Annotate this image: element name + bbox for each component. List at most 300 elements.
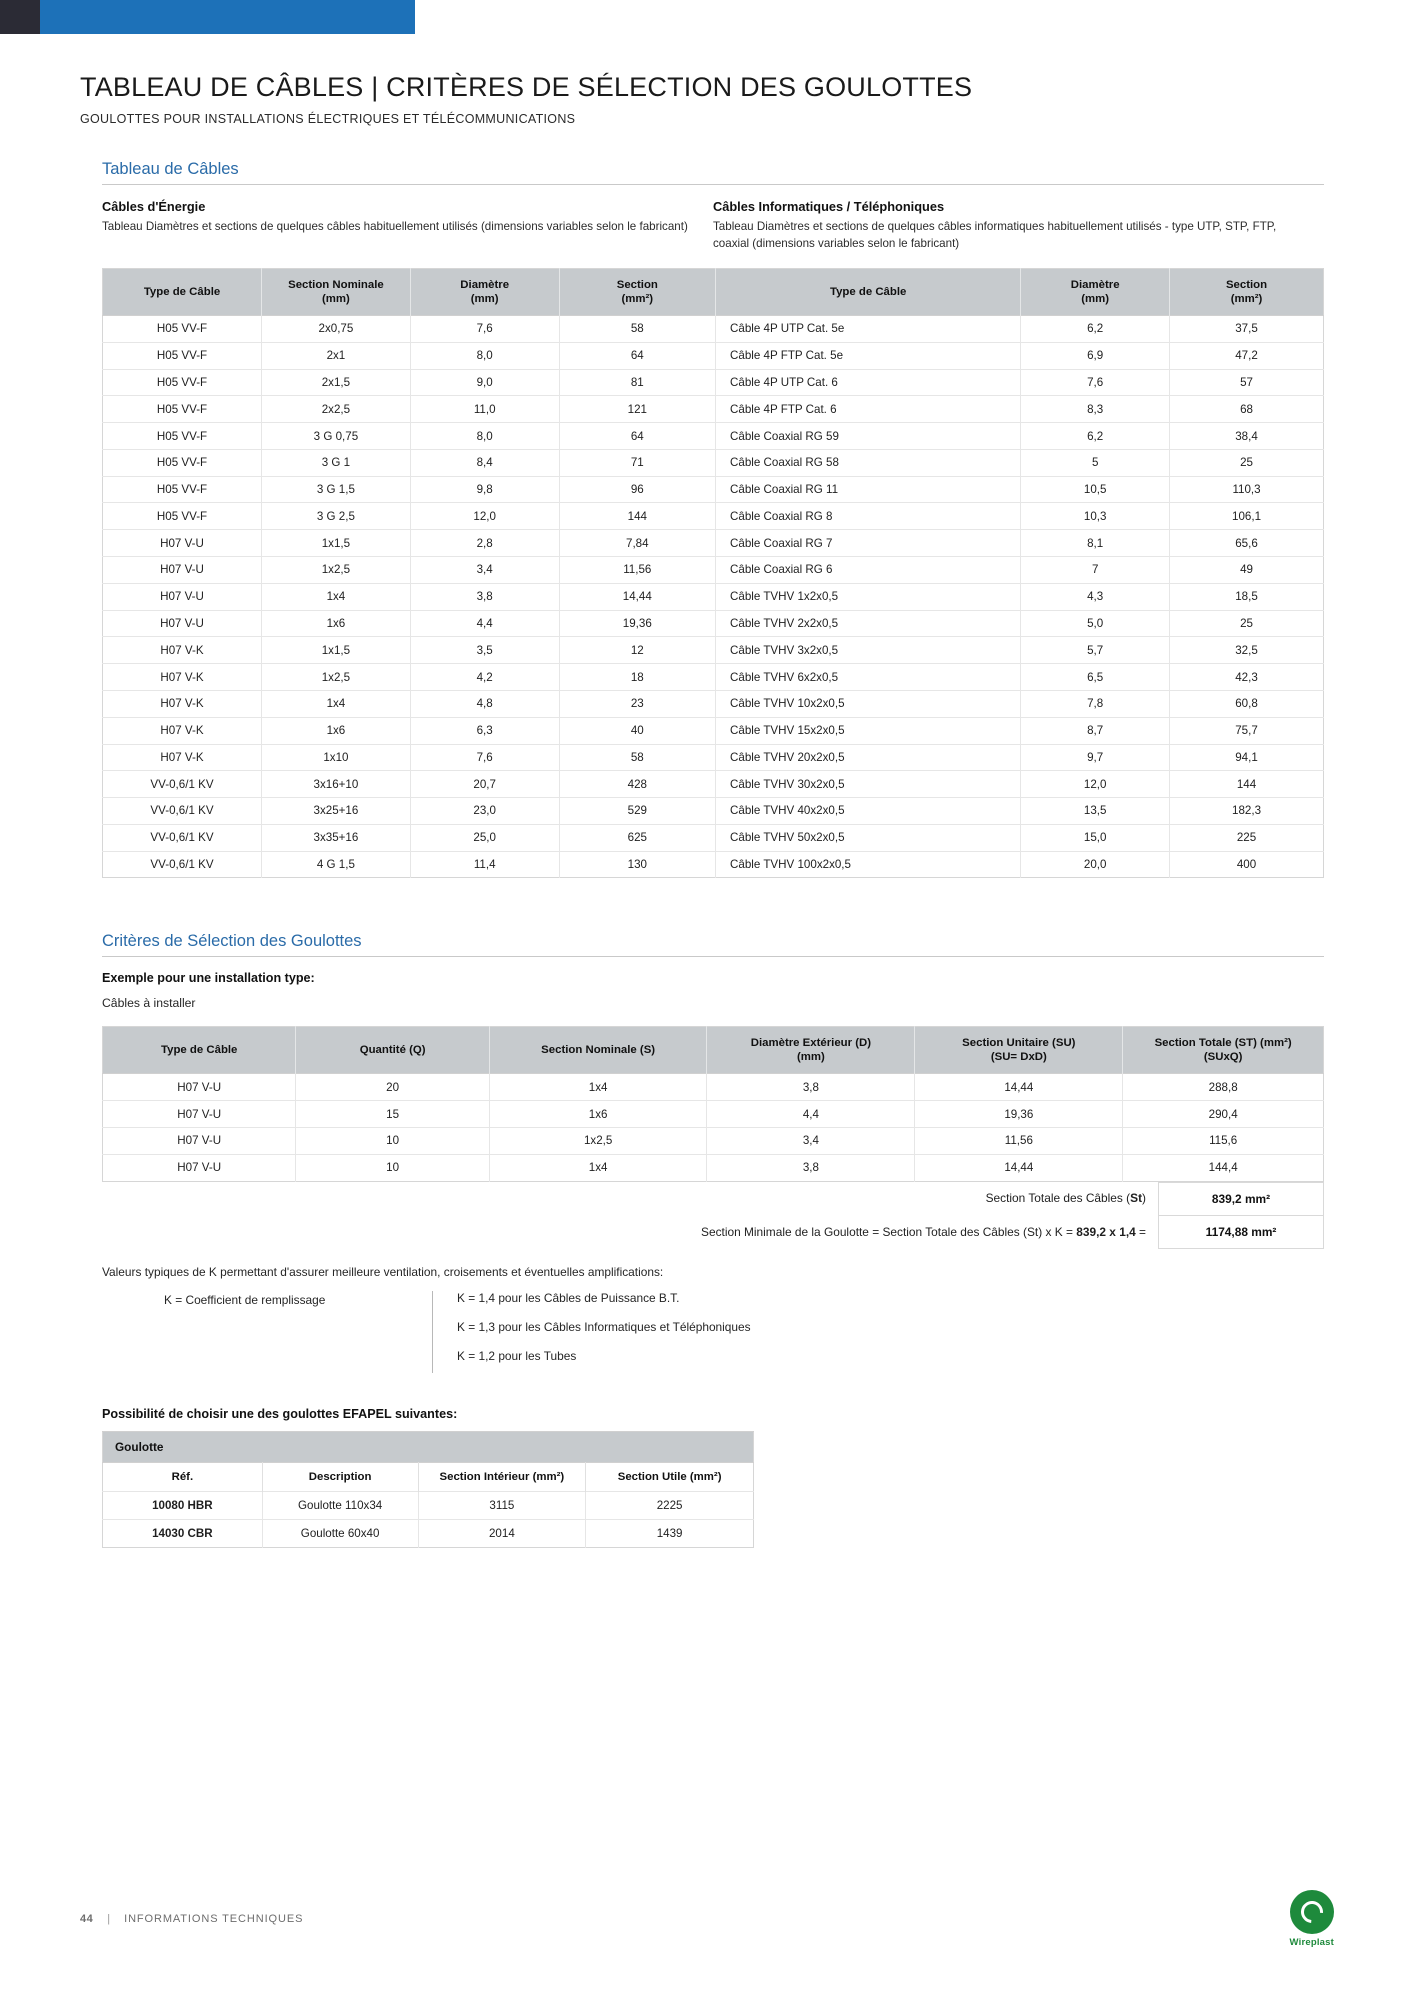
installation-cell-r3-c3: 3,8 <box>707 1154 915 1181</box>
table-row <box>103 396 1324 423</box>
goulotte-table <box>102 1431 754 1548</box>
cable-cell-r15-c3: 40 <box>559 717 715 744</box>
cable-cell-r5-c1: 3 G 1 <box>262 449 411 476</box>
installation-table-col-4-line1: Section Unitaire (SU) <box>962 1037 1076 1050</box>
page-subtitle: GOULOTTES POUR INSTALLATIONS ÉLECTRIQUES ET TÉLÉCOMMUNICATIONS <box>80 112 576 126</box>
installation-cell-r0-c2: 1x4 <box>489 1074 707 1101</box>
footer-section-label: INFORMATIONS TECHNIQUES <box>124 1913 304 1925</box>
summary-value-1: 1174,88 mm² <box>1158 1216 1324 1249</box>
cable-cell-r2-c6: 57 <box>1170 369 1324 396</box>
table-row <box>103 771 1324 798</box>
installation-cell-r3-c0: H07 V-U <box>103 1154 296 1181</box>
goulotte-col-1: Description <box>262 1462 418 1491</box>
cable-cell-r3-c1: 2x2,5 <box>262 396 411 423</box>
cable-cell-r14-c4: Câble TVHV 10x2x0,5 <box>716 690 1021 717</box>
k-value-2: K = 1,2 pour les Tubes <box>457 1348 577 1363</box>
cable-cell-r1-c2: 8,0 <box>410 342 559 369</box>
cable-cell-r12-c1: 1x1,5 <box>262 637 411 664</box>
installation-table-col-2-line1: Section Nominale (S) <box>541 1044 656 1057</box>
cable-cell-r4-c6: 38,4 <box>1170 423 1324 450</box>
table-row <box>103 342 1324 369</box>
installation-cell-r3-c4: 14,44 <box>915 1154 1123 1181</box>
goulotte-group-header: Goulotte <box>103 1431 754 1462</box>
cable-table-col-6 <box>1170 269 1324 316</box>
cable-cell-r2-c2: 9,0 <box>410 369 559 396</box>
cable-cell-r4-c0: H05 VV-F <box>103 423 262 450</box>
goulotte-col-3: Section Utile (mm²) <box>586 1462 754 1491</box>
cable-cell-r18-c5: 13,5 <box>1021 798 1170 825</box>
cable-cell-r9-c0: H07 V-U <box>103 557 262 584</box>
wireplast-logo-icon <box>1290 1890 1334 1934</box>
cable-cell-r18-c4: Câble TVHV 40x2x0,5 <box>716 798 1021 825</box>
cable-cell-r10-c0: H07 V-U <box>103 583 262 610</box>
cable-table-header-row <box>103 269 1324 316</box>
cable-cell-r8-c5: 8,1 <box>1021 530 1170 557</box>
cable-cell-r11-c6: 25 <box>1170 610 1324 637</box>
cable-cell-r6-c1: 3 G 1,5 <box>262 476 411 503</box>
cable-cell-r5-c3: 71 <box>559 449 715 476</box>
page-footer <box>80 1890 1334 1948</box>
brand-logo <box>1290 1890 1334 1948</box>
cable-cell-r9-c1: 1x2,5 <box>262 557 411 584</box>
cable-cell-r11-c3: 19,36 <box>559 610 715 637</box>
table-row <box>103 1127 1324 1154</box>
section1-intro-columns <box>102 199 1324 252</box>
cable-table-col-1 <box>262 269 411 316</box>
cable-cell-r7-c4: Câble Coaxial RG 8 <box>716 503 1021 530</box>
summary-value-0: 839,2 mm² <box>1158 1182 1324 1216</box>
goulotte-cell-r0-c3: 2225 <box>586 1491 754 1519</box>
goulotte-col-2: Section Intérieur (mm²) <box>418 1462 586 1491</box>
table-row <box>103 503 1324 530</box>
cable-cell-r5-c2: 8,4 <box>410 449 559 476</box>
intro-energie <box>102 199 713 252</box>
cable-cell-r7-c1: 3 G 2,5 <box>262 503 411 530</box>
table-row <box>103 690 1324 717</box>
installation-cell-r0-c1: 20 <box>296 1074 489 1101</box>
cable-cell-r9-c5: 7 <box>1021 557 1170 584</box>
cable-cell-r1-c3: 64 <box>559 342 715 369</box>
cable-cell-r17-c2: 20,7 <box>410 771 559 798</box>
table-row <box>103 530 1324 557</box>
installation-cell-r1-c1: 15 <box>296 1101 489 1128</box>
k-value-0: K = 1,4 pour les Câbles de Puissance B.T. <box>457 1290 680 1305</box>
cable-cell-r18-c2: 23,0 <box>410 798 559 825</box>
cable-cell-r16-c3: 58 <box>559 744 715 771</box>
goulotte-col-0: Réf. <box>103 1462 263 1491</box>
section-tableau-de-cables <box>102 160 1324 878</box>
k-list <box>432 1291 751 1373</box>
cable-cell-r3-c4: Câble 4P FTP Cat. 6 <box>716 396 1021 423</box>
installation-table-col-4 <box>915 1027 1123 1074</box>
cable-cell-r14-c2: 4,8 <box>410 690 559 717</box>
installation-table-col-4-line2: (SU= DxD) <box>990 1051 1047 1064</box>
cable-cell-r19-c6: 225 <box>1170 824 1324 851</box>
cable-cell-r14-c6: 60,8 <box>1170 690 1324 717</box>
intro-energie-desc: Tableau Diamètres et sections de quelques câbles habituellement utilisés (dimensions variables selon le fabricant) <box>102 220 688 233</box>
installation-table-col-0-line1: Type de Câble <box>161 1044 238 1057</box>
cable-cell-r7-c6: 106,1 <box>1170 503 1324 530</box>
cable-cell-r20-c0: VV-0,6/1 KV <box>103 851 262 878</box>
installation-cell-r3-c2: 1x4 <box>489 1154 707 1181</box>
table-row <box>103 583 1324 610</box>
cable-table <box>102 268 1324 878</box>
cable-cell-r12-c6: 32,5 <box>1170 637 1324 664</box>
brand-logo-text: Wireplast <box>1289 1937 1334 1948</box>
cable-cell-r17-c1: 3x16+10 <box>262 771 411 798</box>
cable-cell-r5-c6: 25 <box>1170 449 1324 476</box>
cable-cell-r15-c2: 6,3 <box>410 717 559 744</box>
cable-cell-r12-c3: 12 <box>559 637 715 664</box>
top-decorative-bar <box>0 0 1414 34</box>
cable-cell-r7-c5: 10,3 <box>1021 503 1170 530</box>
summary-label-1-bold: 839,2 x 1,4 <box>1076 1224 1136 1239</box>
cable-cell-r17-c6: 144 <box>1170 771 1324 798</box>
cable-cell-r2-c5: 7,6 <box>1021 369 1170 396</box>
cable-cell-r0-c5: 6,2 <box>1021 316 1170 343</box>
footer-page-number: 44 <box>80 1913 94 1925</box>
cable-cell-r15-c1: 1x6 <box>262 717 411 744</box>
cable-cell-r20-c3: 130 <box>559 851 715 878</box>
cable-cell-r11-c5: 5,0 <box>1021 610 1170 637</box>
cable-cell-r12-c5: 5,7 <box>1021 637 1170 664</box>
cable-cell-r3-c5: 8,3 <box>1021 396 1170 423</box>
table-row <box>103 798 1324 825</box>
cable-cell-r0-c2: 7,6 <box>410 316 559 343</box>
goulotte-cell-r0-c1: Goulotte 110x34 <box>262 1491 418 1519</box>
cable-cell-r11-c0: H07 V-U <box>103 610 262 637</box>
goulotte-cell-r1-c1: Goulotte 60x40 <box>262 1519 418 1547</box>
goulotte-cell-r1-c2: 2014 <box>418 1519 586 1547</box>
installation-cell-r1-c5: 290,4 <box>1123 1101 1324 1128</box>
cable-cell-r6-c6: 110,3 <box>1170 476 1324 503</box>
installation-cell-r0-c3: 3,8 <box>707 1074 915 1101</box>
goulotte-cell-r0-c0: 10080 HBR <box>103 1491 263 1519</box>
cable-cell-r16-c0: H07 V-K <box>103 744 262 771</box>
cable-cell-r7-c0: H05 VV-F <box>103 503 262 530</box>
cable-cell-r2-c0: H05 VV-F <box>103 369 262 396</box>
installation-cell-r1-c0: H07 V-U <box>103 1101 296 1128</box>
cable-table-col-4-line1: Type de Câble <box>829 286 907 298</box>
cable-cell-r17-c5: 12,0 <box>1021 771 1170 798</box>
section2-heading: Critères de Sélection des Goulottes <box>102 932 1324 957</box>
k-values-block <box>102 1265 1324 1373</box>
summary-label-0-tail: ) <box>1142 1190 1146 1205</box>
intro-informatiques-desc: Tableau Diamètres et sections de quelques câbles informatiques habituellement utilisés - type UTP, STP, FTP, coaxial (dimensions variables selon le fabricant) <box>713 220 1277 250</box>
cable-table-col-2-line2: (mm) <box>470 293 499 305</box>
footer-separator: | <box>107 1913 111 1925</box>
cable-cell-r2-c1: 2x1,5 <box>262 369 411 396</box>
table-row <box>103 1101 1324 1128</box>
cable-table-col-0-line1: Type de Câble <box>143 286 221 298</box>
cable-cell-r8-c2: 2,8 <box>410 530 559 557</box>
installation-table-col-3-line2: (mm) <box>796 1051 825 1064</box>
cable-cell-r3-c0: H05 VV-F <box>103 396 262 423</box>
topbar-white-block <box>415 0 1414 34</box>
cable-cell-r6-c3: 96 <box>559 476 715 503</box>
k-intro-text: Valeurs typiques de K permettant d'assurer meilleure ventilation, croisements et éventuelles amplifications: <box>102 1264 664 1279</box>
cable-cell-r19-c0: VV-0,6/1 KV <box>103 824 262 851</box>
cable-cell-r0-c0: H05 VV-F <box>103 316 262 343</box>
cable-cell-r1-c0: H05 VV-F <box>103 342 262 369</box>
cable-cell-r18-c0: VV-0,6/1 KV <box>103 798 262 825</box>
cable-cell-r8-c0: H07 V-U <box>103 530 262 557</box>
topbar-blue-block <box>40 0 415 34</box>
k-definition: K = Coefficient de remplissage <box>164 1292 326 1307</box>
table-row <box>103 637 1324 664</box>
table-row <box>103 449 1324 476</box>
cable-cell-r14-c3: 23 <box>559 690 715 717</box>
page-content <box>0 72 1414 1548</box>
cable-cell-r9-c3: 11,56 <box>559 557 715 584</box>
cable-cell-r16-c4: Câble TVHV 20x2x0,5 <box>716 744 1021 771</box>
cable-table-col-6-line2: (mm²) <box>1230 293 1263 305</box>
cable-cell-r9-c6: 49 <box>1170 557 1324 584</box>
cable-cell-r0-c1: 2x0,75 <box>262 316 411 343</box>
installation-table-col-5 <box>1123 1027 1324 1074</box>
cable-cell-r13-c4: Câble TVHV 6x2x0,5 <box>716 664 1021 691</box>
cable-cell-r13-c6: 42,3 <box>1170 664 1324 691</box>
cable-cell-r20-c5: 20,0 <box>1021 851 1170 878</box>
cable-cell-r8-c4: Câble Coaxial RG 7 <box>716 530 1021 557</box>
cable-cell-r4-c1: 3 G 0,75 <box>262 423 411 450</box>
installation-cell-r3-c5: 144,4 <box>1123 1154 1324 1181</box>
installation-cell-r2-c3: 3,4 <box>707 1127 915 1154</box>
summary-label-1 <box>701 1216 1158 1249</box>
cable-cell-r13-c0: H07 V-K <box>103 664 262 691</box>
cable-table-col-2 <box>410 269 559 316</box>
cable-cell-r15-c0: H07 V-K <box>103 717 262 744</box>
cable-cell-r16-c6: 94,1 <box>1170 744 1324 771</box>
page-title: TABLEAU DE CÂBLES | CRITÈRES DE SÉLECTION DES GOULOTTES <box>80 72 973 102</box>
installation-table-header-row <box>103 1027 1324 1074</box>
table-row <box>103 476 1324 503</box>
cable-cell-r8-c3: 7,84 <box>559 530 715 557</box>
cable-cell-r4-c3: 64 <box>559 423 715 450</box>
installation-cell-r2-c0: H07 V-U <box>103 1127 296 1154</box>
cable-cell-r18-c6: 182,3 <box>1170 798 1324 825</box>
installation-cell-r1-c4: 19,36 <box>915 1101 1123 1128</box>
cable-cell-r0-c3: 58 <box>559 316 715 343</box>
cable-table-col-3 <box>559 269 715 316</box>
cable-cell-r12-c4: Câble TVHV 3x2x0,5 <box>716 637 1021 664</box>
cable-cell-r15-c6: 75,7 <box>1170 717 1324 744</box>
cable-cell-r19-c3: 625 <box>559 824 715 851</box>
k-body <box>102 1291 1324 1373</box>
installation-cell-r0-c0: H07 V-U <box>103 1074 296 1101</box>
cable-table-col-3-line2: (mm²) <box>621 293 654 305</box>
summary-label-1-plain: Section Minimale de la Goulotte = Section Totale des Câbles (St) x K = <box>701 1224 1077 1239</box>
cable-cell-r7-c2: 12,0 <box>410 503 559 530</box>
cable-cell-r3-c3: 121 <box>559 396 715 423</box>
cable-table-col-4 <box>716 269 1021 316</box>
cable-cell-r10-c1: 1x4 <box>262 583 411 610</box>
cable-cell-r19-c1: 3x35+16 <box>262 824 411 851</box>
cable-cell-r1-c5: 6,9 <box>1021 342 1170 369</box>
cable-cell-r7-c3: 144 <box>559 503 715 530</box>
cable-cell-r0-c6: 37,5 <box>1170 316 1324 343</box>
cable-cell-r6-c5: 10,5 <box>1021 476 1170 503</box>
table-row <box>103 316 1324 343</box>
cable-cell-r9-c4: Câble Coaxial RG 6 <box>716 557 1021 584</box>
cable-cell-r13-c1: 1x2,5 <box>262 664 411 691</box>
cable-cell-r9-c2: 3,4 <box>410 557 559 584</box>
installation-example-table <box>102 1026 1324 1181</box>
installation-table-col-5-line2: (SUxQ) <box>1203 1051 1243 1064</box>
installation-cell-r0-c5: 288,8 <box>1123 1074 1324 1101</box>
cable-cell-r19-c2: 25,0 <box>410 824 559 851</box>
cable-table-col-3-line1: Section <box>616 279 658 291</box>
cable-cell-r12-c0: H07 V-K <box>103 637 262 664</box>
cable-cell-r2-c3: 81 <box>559 369 715 396</box>
cable-cell-r1-c4: Câble 4P FTP Cat. 5e <box>716 342 1021 369</box>
cable-cell-r10-c3: 14,44 <box>559 583 715 610</box>
table-row <box>103 369 1324 396</box>
intro-informatiques-title: Câbles Informatiques / Téléphoniques <box>713 199 945 214</box>
cable-cell-r19-c5: 15,0 <box>1021 824 1170 851</box>
cable-cell-r17-c4: Câble TVHV 30x2x0,5 <box>716 771 1021 798</box>
cable-cell-r8-c1: 1x1,5 <box>262 530 411 557</box>
cable-cell-r11-c2: 4,4 <box>410 610 559 637</box>
installation-table-col-0 <box>103 1027 296 1074</box>
cable-cell-r13-c5: 6,5 <box>1021 664 1170 691</box>
cable-table-col-2-line1: Diamètre <box>460 279 510 291</box>
cable-cell-r6-c2: 9,8 <box>410 476 559 503</box>
cable-cell-r8-c6: 65,6 <box>1170 530 1324 557</box>
cable-cell-r11-c4: Câble TVHV 2x2x0,5 <box>716 610 1021 637</box>
cable-table-col-1-line2: (mm) <box>321 293 350 305</box>
cable-cell-r20-c4: Câble TVHV 100x2x0,5 <box>716 851 1021 878</box>
table-row <box>103 423 1324 450</box>
installation-table-head <box>103 1027 1324 1074</box>
cable-cell-r19-c4: Câble TVHV 50x2x0,5 <box>716 824 1021 851</box>
cable-cell-r17-c0: VV-0,6/1 KV <box>103 771 262 798</box>
goulotte-group-header-row <box>103 1431 754 1462</box>
section1-heading: Tableau de Câbles <box>102 160 1324 185</box>
table-row <box>103 1074 1324 1101</box>
summary-block <box>102 1182 1324 1249</box>
cable-table-col-5-line2: (mm) <box>1081 293 1110 305</box>
installation-table-body <box>103 1074 1324 1181</box>
installation-cell-r2-c1: 10 <box>296 1127 489 1154</box>
table-row <box>103 557 1324 584</box>
table-row <box>103 664 1324 691</box>
goulotte-cell-r0-c2: 3115 <box>418 1491 586 1519</box>
cable-cell-r13-c3: 18 <box>559 664 715 691</box>
goulotte-cell-r1-c0: 14030 CBR <box>103 1519 263 1547</box>
intro-informatiques <box>713 199 1324 252</box>
table-row <box>103 717 1324 744</box>
cable-cell-r13-c2: 4,2 <box>410 664 559 691</box>
installation-cell-r0-c4: 14,44 <box>915 1074 1123 1101</box>
cable-cell-r11-c1: 1x6 <box>262 610 411 637</box>
summary-row-0 <box>102 1182 1324 1216</box>
cable-cell-r10-c6: 18,5 <box>1170 583 1324 610</box>
cable-cell-r10-c5: 4,3 <box>1021 583 1170 610</box>
cable-table-body <box>103 316 1324 878</box>
section-criteres-selection <box>102 932 1324 1547</box>
installation-cell-r1-c3: 4,4 <box>707 1101 915 1128</box>
installation-table-col-3 <box>707 1027 915 1074</box>
cable-table-col-0 <box>103 269 262 316</box>
table-row <box>103 610 1324 637</box>
cable-table-col-6-line1: Section <box>1225 279 1268 291</box>
cable-cell-r1-c1: 2x1 <box>262 342 411 369</box>
cable-cell-r16-c1: 1x10 <box>262 744 411 771</box>
cable-cell-r14-c0: H07 V-K <box>103 690 262 717</box>
table-row <box>103 824 1324 851</box>
cable-cell-r20-c6: 400 <box>1170 851 1324 878</box>
topbar-dark-block <box>0 0 40 34</box>
installation-table-col-3-line1: Diamètre Extérieur (D) <box>750 1037 872 1050</box>
cable-cell-r14-c1: 1x4 <box>262 690 411 717</box>
cable-cell-r17-c3: 428 <box>559 771 715 798</box>
installation-cell-r1-c2: 1x6 <box>489 1101 707 1128</box>
cable-cell-r5-c5: 5 <box>1021 449 1170 476</box>
table-row <box>103 851 1324 878</box>
cable-cell-r4-c5: 6,2 <box>1021 423 1170 450</box>
installation-table-col-1-line1: Quantité (Q) <box>359 1044 426 1057</box>
installation-cell-r2-c5: 115,6 <box>1123 1127 1324 1154</box>
goulotte-possibility-title: Possibilité de choisir une des goulottes EFAPEL suivantes: <box>102 1406 458 1421</box>
intro-energie-title: Câbles d'Énergie <box>102 199 206 214</box>
cable-cell-r20-c1: 4 G 1,5 <box>262 851 411 878</box>
summary-label-0-bold: St <box>1130 1190 1143 1205</box>
cable-cell-r15-c4: Câble TVHV 15x2x0,5 <box>716 717 1021 744</box>
cable-cell-r0-c4: Câble 4P UTP Cat. 5e <box>716 316 1021 343</box>
goulotte-table-body <box>103 1491 754 1547</box>
cable-cell-r3-c6: 68 <box>1170 396 1324 423</box>
cable-cell-r14-c5: 7,8 <box>1021 690 1170 717</box>
cable-cell-r16-c5: 9,7 <box>1021 744 1170 771</box>
cable-cell-r4-c4: Câble Coaxial RG 59 <box>716 423 1021 450</box>
goulotte-table-header-row <box>103 1462 754 1491</box>
cable-cell-r1-c6: 47,2 <box>1170 342 1324 369</box>
cable-cell-r6-c0: H05 VV-F <box>103 476 262 503</box>
cable-table-col-5 <box>1021 269 1170 316</box>
cable-cell-r10-c2: 3,8 <box>410 583 559 610</box>
table-row <box>103 1519 754 1547</box>
installation-cell-r3-c1: 10 <box>296 1154 489 1181</box>
table-row <box>103 744 1324 771</box>
cable-cell-r20-c2: 11,4 <box>410 851 559 878</box>
cable-table-col-5-line1: Diamètre <box>1070 279 1120 291</box>
summary-label-1-tail: = <box>1135 1224 1146 1239</box>
table-row <box>103 1491 754 1519</box>
cable-cell-r5-c0: H05 VV-F <box>103 449 262 476</box>
k-value-1: K = 1,3 pour les Câbles Informatiques et Téléphoniques <box>457 1319 751 1334</box>
cable-cell-r5-c4: Câble Coaxial RG 58 <box>716 449 1021 476</box>
cable-cell-r6-c4: Câble Coaxial RG 11 <box>716 476 1021 503</box>
example-subtitle: Câbles à installer <box>102 996 196 1011</box>
summary-label-0-plain: Section Totale des Câbles ( <box>985 1190 1131 1205</box>
cable-cell-r2-c4: Câble 4P UTP Cat. 6 <box>716 369 1021 396</box>
cable-table-col-1-line1: Section Nominale <box>288 279 384 291</box>
cable-cell-r10-c4: Câble TVHV 1x2x0,5 <box>716 583 1021 610</box>
cable-cell-r4-c2: 8,0 <box>410 423 559 450</box>
cable-cell-r12-c2: 3,5 <box>410 637 559 664</box>
cable-cell-r15-c5: 8,7 <box>1021 717 1170 744</box>
installation-cell-r2-c2: 1x2,5 <box>489 1127 707 1154</box>
goulotte-cell-r1-c3: 1439 <box>586 1519 754 1547</box>
table-row <box>103 1154 1324 1181</box>
cable-cell-r18-c3: 529 <box>559 798 715 825</box>
installation-table-col-1 <box>296 1027 489 1074</box>
cable-cell-r18-c1: 3x25+16 <box>262 798 411 825</box>
summary-label-0 <box>986 1182 1158 1216</box>
installation-cell-r2-c4: 11,56 <box>915 1127 1123 1154</box>
example-title: Exemple pour une installation type: <box>102 971 315 986</box>
